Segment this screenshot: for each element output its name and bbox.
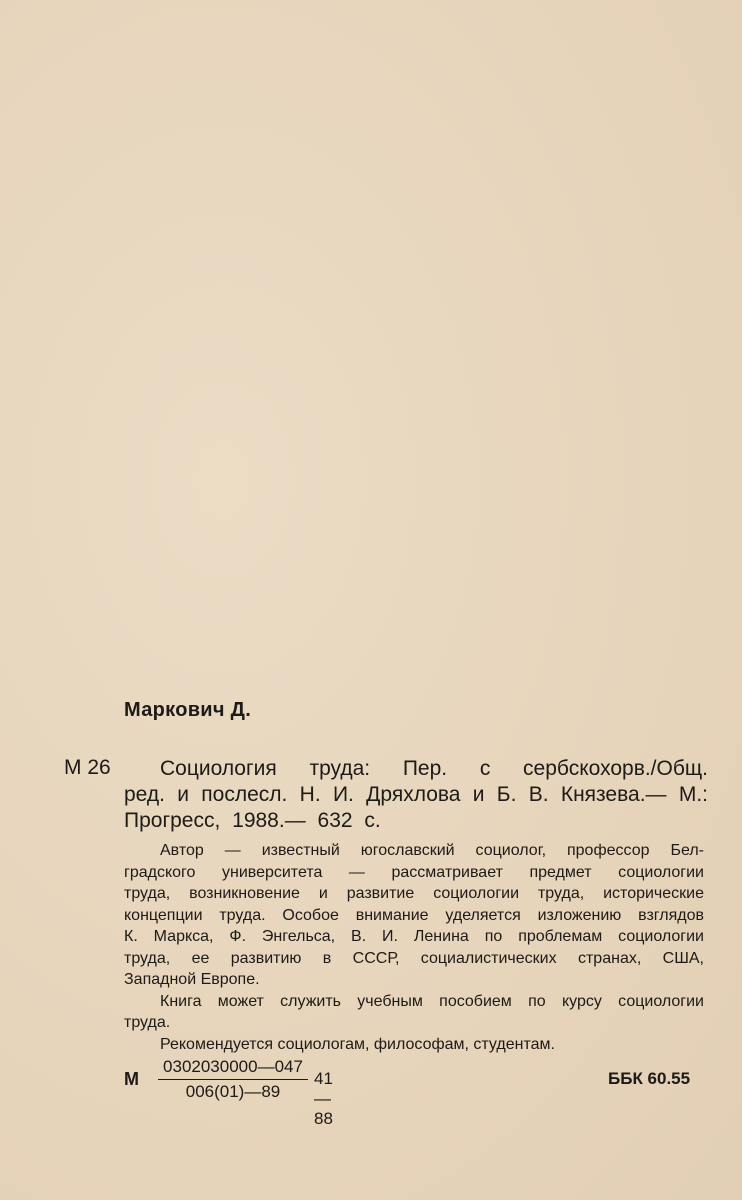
bbk-classification: ББК 60.55	[608, 1069, 691, 1088]
annotation-line: труда, возникновение и развитие социологии труда, исторические	[124, 885, 704, 902]
annotation-line: Книга может служить учебным пособием по курсу социологии	[160, 992, 704, 1010]
index-fraction	[158, 1057, 308, 1102]
price-code: 41—88	[314, 1069, 333, 1128]
citation-line: Прогресс, 1988.— 632 с.	[124, 809, 381, 832]
index-denominator: 006(01)—89	[185, 1082, 281, 1101]
index-numerator: 0302030000—047	[163, 1057, 303, 1076]
author-name: Маркович Д.	[124, 699, 252, 721]
annotation-line: концепции труда. Особое внимание уделяется изложению взглядов	[124, 906, 704, 924]
annotation-line: труда.	[124, 1014, 171, 1031]
book-annotation	[124, 840, 704, 1055]
annotation-line: Рекомендуется социологам, философам, студентам.	[160, 1035, 555, 1053]
citation-line: ред. и послесл. Н. И. Дряхлова и Б. В. Князева.— М.:	[124, 783, 708, 806]
annotation-line: Западной Европе.	[124, 971, 260, 988]
citation-line: Социология труда: Пер. с сербскохорв./Общ.	[160, 757, 708, 780]
annotation-line: Автор — известный югославский социолог, профессор Бел-	[160, 842, 704, 859]
bibliographic-citation	[124, 756, 708, 834]
index-letter: М	[124, 1069, 139, 1089]
annotation-line: труда, ее развитию в СССР, социалистических странах, США,	[124, 949, 704, 967]
annotation-line: К. Маркса, Ф. Энгельса, В. И. Ленина по проблемам социологии	[124, 928, 704, 945]
annotation-line: градского университета — рассматривает предмет социологии	[124, 863, 704, 881]
catalog-code: М 26	[64, 756, 111, 779]
